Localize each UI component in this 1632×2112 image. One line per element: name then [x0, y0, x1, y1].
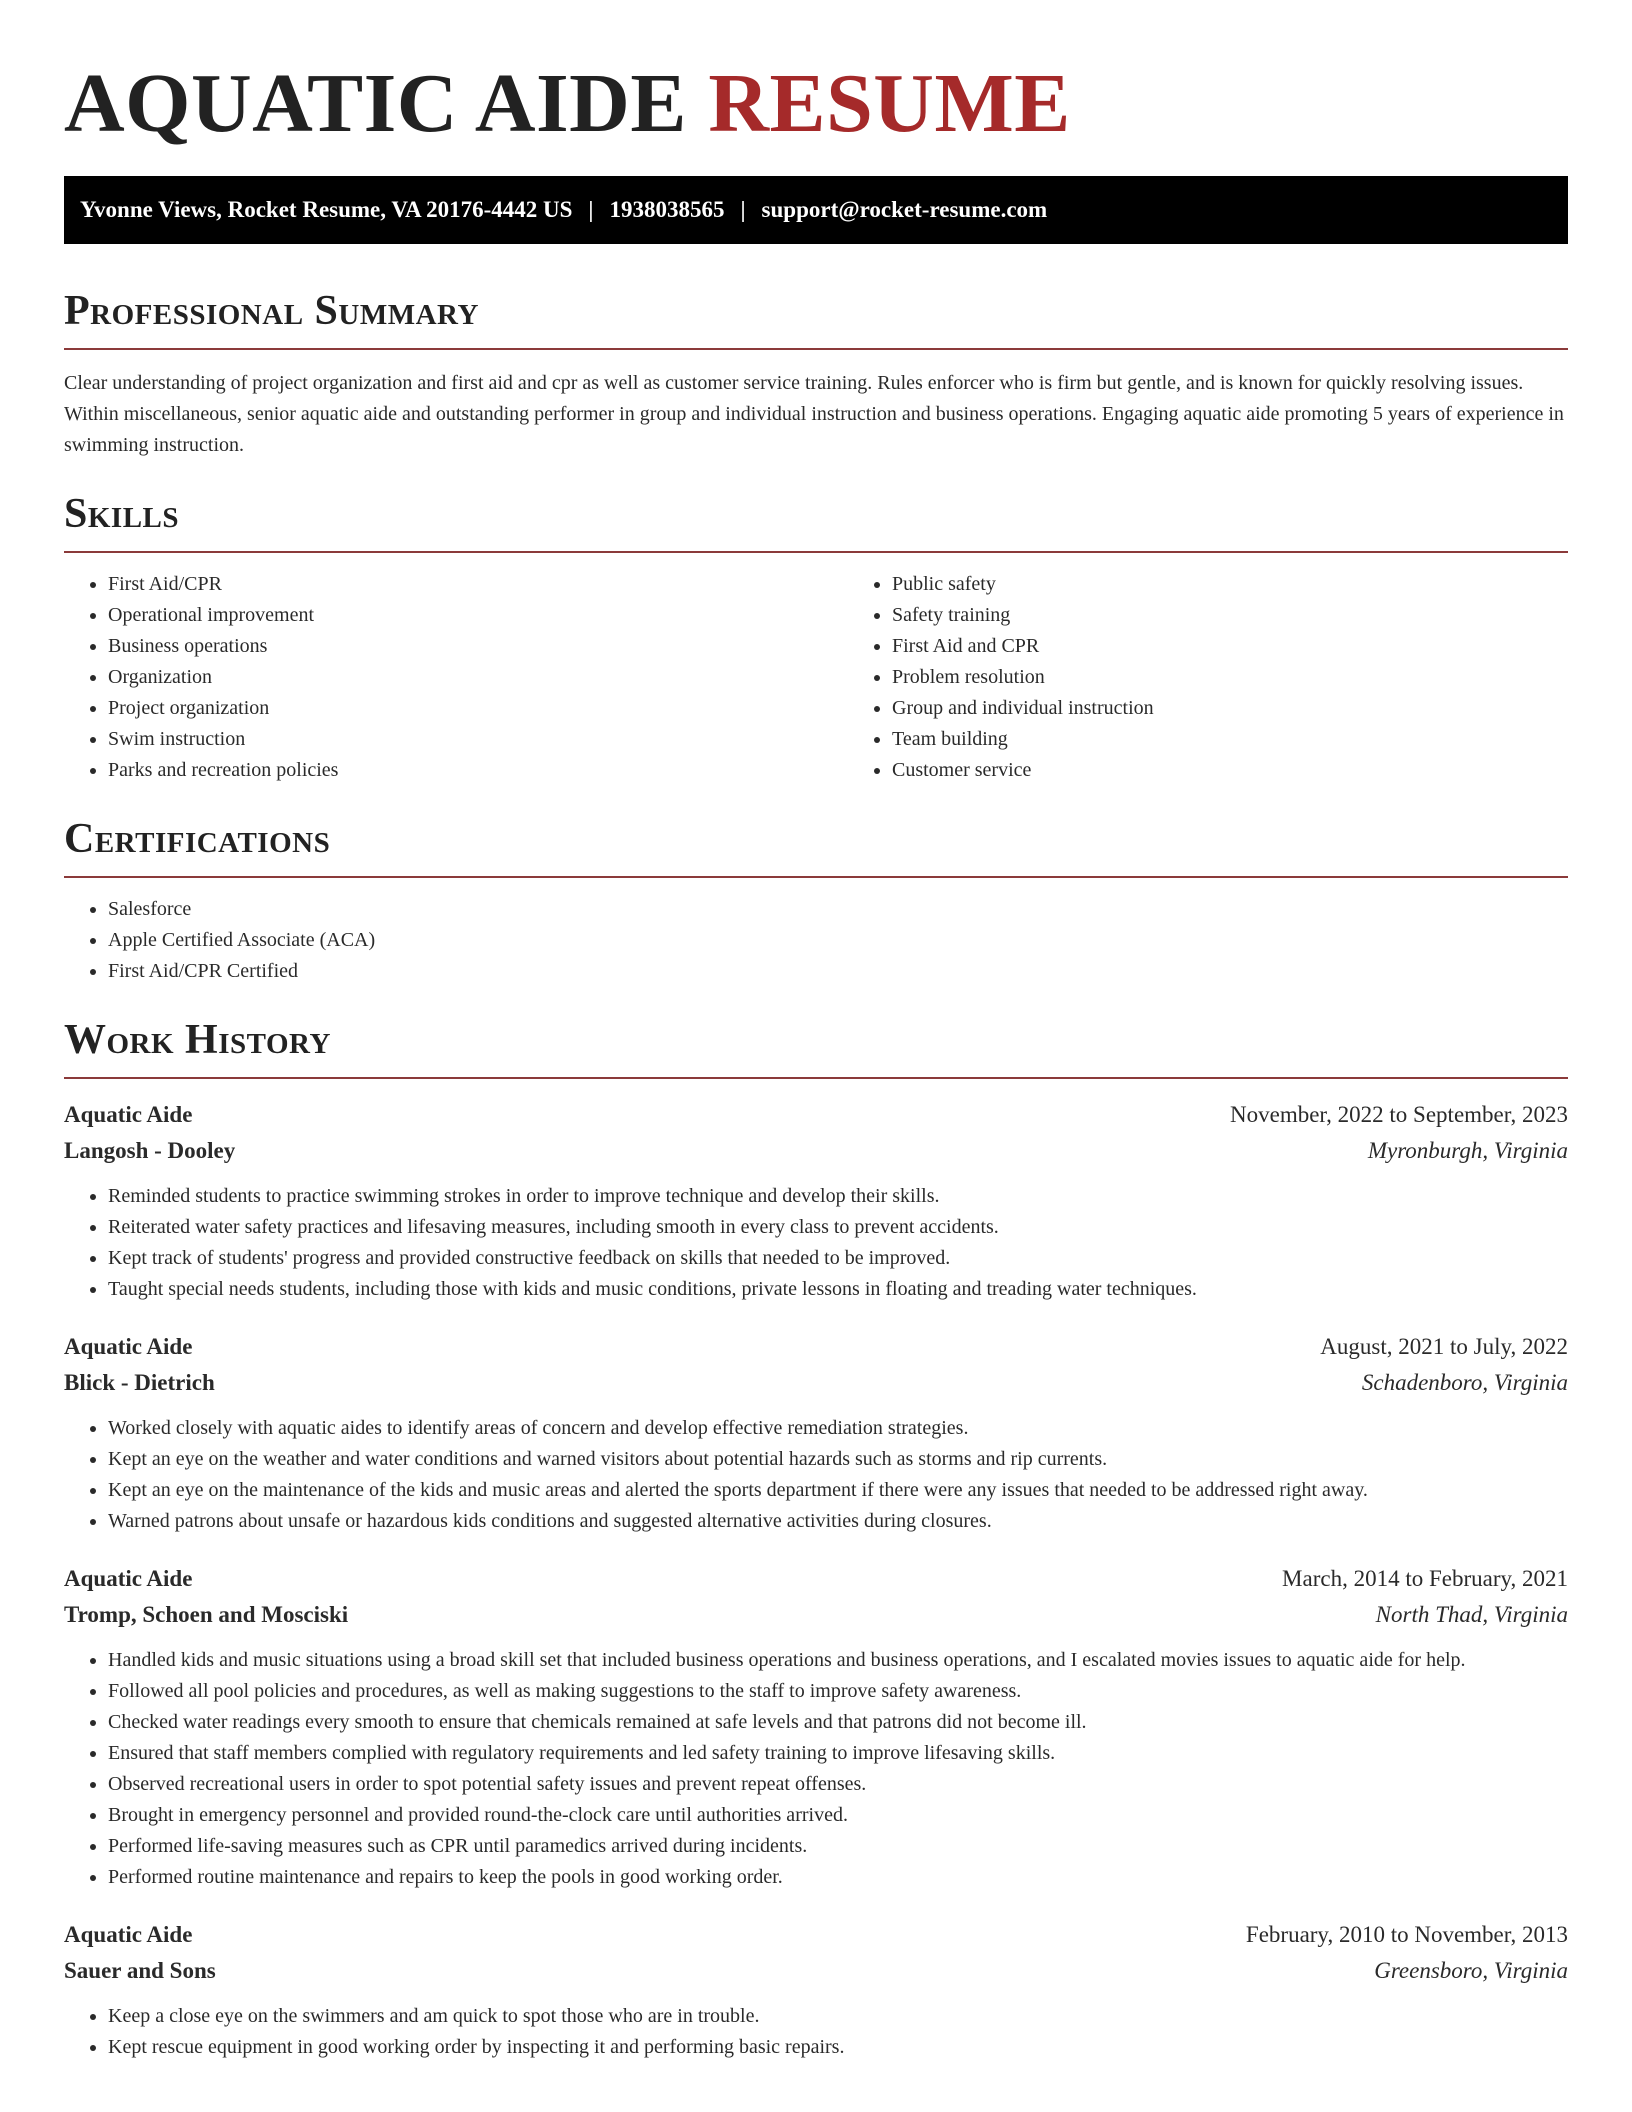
job-entry: [64, 1561, 1568, 1893]
job-duty: • Checked water readings every smooth to ensure that chemicals remained at safe levels and that patrons did not become ill.: [108, 1707, 1568, 1738]
job-location: Myronburgh, Virginia: [1367, 1138, 1568, 1163]
job-duties-list: [64, 1413, 1568, 1537]
job-location: Greensboro, Virginia: [1374, 1958, 1568, 1983]
job-duty: • Performed life-saving measures such as CPR until paramedics arrived during incidents.: [108, 1831, 1568, 1862]
skill-item: • Problem resolution: [892, 662, 1568, 693]
job-dates: February, 2010 to November, 2013: [1245, 1922, 1568, 1947]
job-company-row: [64, 1133, 1568, 1169]
job-location: Schadenboro, Virginia: [1361, 1370, 1568, 1395]
skill-item: • Organization: [108, 662, 848, 693]
section-heading-summary: Professional Summary: [64, 288, 1568, 350]
job-duty: • Worked closely with aquatic aides to identify areas of concern and develop effective remediation strategies.: [108, 1413, 1568, 1444]
summary-text: Clear understanding of project organization and first aid and cpr as well as customer service training. Rules enforcer who is firm but gentle, and is known for quickly resolving issues. Within miscellaneous, senior aquatic aide and outstanding performer in group and individual instruction and business operations. Engaging aquatic aide promoting 5 years of experience in swimming instruction.: [64, 372, 1564, 456]
certification-item: • First Aid/CPR Certified: [108, 956, 1568, 987]
skill-item: • Group and individual instruction: [892, 693, 1568, 724]
contact-email: support@rocket-resume.com: [761, 197, 1048, 222]
job-duty: • Kept rescue equipment in good working order by inspecting it and performing basic repairs.: [108, 2032, 1568, 2063]
skills-list-right: [848, 569, 1568, 786]
job-entry: [64, 1329, 1568, 1537]
job-duties-list: [64, 2001, 1568, 2063]
title-main: AQUATIC AIDE: [64, 57, 687, 150]
job-duty: • Taught special needs students, including those with kids and music conditions, private lessons in floating and treading water techniques.: [108, 1274, 1568, 1305]
job-duty: • Kept an eye on the maintenance of the kids and music areas and alerted the sports department if there were any issues that needed to be addressed right away.: [108, 1475, 1568, 1506]
skill-item: • Parks and recreation policies: [108, 755, 848, 786]
skill-item: • Customer service: [892, 755, 1568, 786]
contact-bar: [64, 176, 1568, 244]
skill-item: • Swim instruction: [108, 724, 848, 755]
professional-summary-section: [64, 288, 1568, 461]
contact-separator: |: [740, 197, 746, 222]
job-title: Aquatic Aide: [64, 1566, 193, 1591]
work-history-section: [64, 1017, 1568, 2063]
job-company: Sauer and Sons: [64, 1958, 216, 1983]
job-dates: November, 2022 to September, 2023: [1230, 1102, 1568, 1127]
job-duty: • Performed routine maintenance and repairs to keep the pools in good working order.: [108, 1862, 1568, 1893]
skill-item: • Operational improvement: [108, 600, 848, 631]
job-company-row: [64, 1597, 1568, 1633]
job-duty: • Ensured that staff members complied with regulatory requirements and led safety training to improve lifesaving skills.: [108, 1738, 1568, 1769]
certifications-list: [64, 894, 1568, 987]
job-company: Langosh - Dooley: [64, 1138, 236, 1163]
skill-item: • Project organization: [108, 693, 848, 724]
job-header-row: [64, 1561, 1568, 1597]
skill-item: • First Aid and CPR: [892, 631, 1568, 662]
job-duty: • Warned patrons about unsafe or hazardous kids conditions and suggested alternative activities during closures.: [108, 1506, 1568, 1537]
title-accent: RESUME: [708, 57, 1071, 150]
job-company: Blick - Dietrich: [64, 1370, 215, 1395]
job-dates: August, 2021 to July, 2022: [1320, 1334, 1568, 1359]
job-duty: • Observed recreational users in order to spot potential safety issues and prevent repeat offenses.: [108, 1769, 1568, 1800]
job-entry: [64, 1097, 1568, 1305]
skill-item: • Public safety: [892, 569, 1568, 600]
resume-title: [64, 57, 1568, 150]
certification-item: • Salesforce: [108, 894, 1568, 925]
job-header-row: [64, 1917, 1568, 1953]
skill-item: • Business operations: [108, 631, 848, 662]
job-duties-list: [64, 1645, 1568, 1893]
job-header-row: [64, 1097, 1568, 1133]
contact-address: Yvonne Views, Rocket Resume, VA 20176-4442 US: [80, 197, 573, 222]
job-company-row: [64, 1365, 1568, 1401]
job-company-row: [64, 1953, 1568, 1989]
section-heading-skills: Skills: [64, 491, 1568, 553]
job-company: Tromp, Schoen and Mosciski: [64, 1602, 349, 1627]
job-title: Aquatic Aide: [64, 1102, 193, 1127]
job-duty: • Reiterated water safety practices and lifesaving measures, including smooth in every class to prevent accidents.: [108, 1212, 1568, 1243]
skills-section: [64, 491, 1568, 786]
section-heading-certifications: Certifications: [64, 816, 1568, 878]
job-location: North Thad, Virginia: [1375, 1602, 1568, 1627]
skills-list-left: [64, 569, 848, 786]
job-duty: • Keep a close eye on the swimmers and am quick to spot those who are in trouble.: [108, 2001, 1568, 2032]
certification-item: • Apple Certified Associate (ACA): [108, 925, 1568, 956]
job-duty: • Kept an eye on the weather and water conditions and warned visitors about potential hazards such as storms and rip currents.: [108, 1444, 1568, 1475]
job-title: Aquatic Aide: [64, 1922, 193, 1947]
section-heading-work-history: Work History: [64, 1017, 1568, 1079]
job-dates: March, 2014 to February, 2021: [1282, 1566, 1568, 1591]
skill-item: • Safety training: [892, 600, 1568, 631]
job-duty: • Kept track of students' progress and provided constructive feedback on skills that needed to be improved.: [108, 1243, 1568, 1274]
skills-columns: [64, 553, 1568, 786]
skill-item: • First Aid/CPR: [108, 569, 848, 600]
job-duty: • Handled kids and music situations using a broad skill set that included business operations and business operations, and I escalated movies issues to aquatic aide for help.: [108, 1645, 1568, 1676]
job-entry: [64, 1917, 1568, 2063]
skill-item: • Team building: [892, 724, 1568, 755]
job-header-row: [64, 1329, 1568, 1365]
job-duties-list: [64, 1181, 1568, 1305]
job-duty: • Reminded students to practice swimming strokes in order to improve technique and develop their skills.: [108, 1181, 1568, 1212]
contact-separator: |: [588, 197, 594, 222]
certifications-section: [64, 816, 1568, 987]
job-title: Aquatic Aide: [64, 1334, 193, 1359]
contact-phone: 1938038565: [609, 197, 725, 222]
job-duty: • Brought in emergency personnel and provided round-the-clock care until authorities arrived.: [108, 1800, 1568, 1831]
job-duty: • Followed all pool policies and procedures, as well as making suggestions to the staff to improve safety awareness.: [108, 1676, 1568, 1707]
